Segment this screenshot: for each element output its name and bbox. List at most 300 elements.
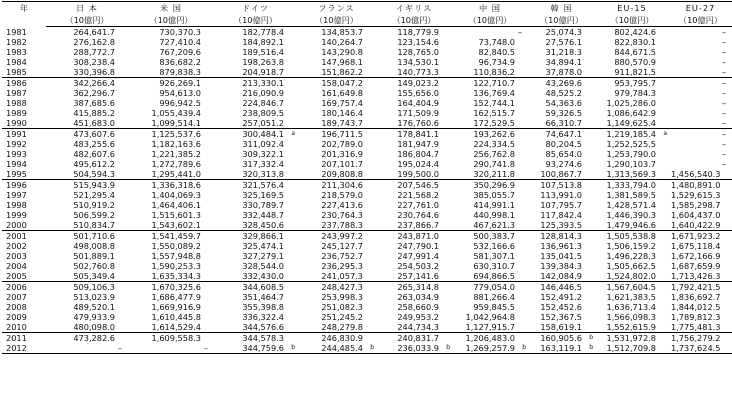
value-cell (214, 190, 297, 200)
year-cell: 2000 (6, 220, 27, 230)
value-cell (46, 98, 128, 108)
value-text: 300,484.1 (242, 129, 284, 139)
value-cell (214, 333, 297, 344)
value-text: 350,296.9 (473, 180, 515, 190)
value-cell (595, 37, 669, 47)
value-text: 844,671.5 (614, 47, 656, 57)
value-text: 482,607.6 (73, 149, 115, 159)
value-cell (669, 129, 732, 140)
value-cell (46, 322, 128, 333)
value-cell (297, 251, 376, 261)
value-text: 510,919.2 (73, 200, 115, 210)
value-text: 176,760.6 (397, 118, 439, 128)
value-cell (669, 251, 732, 261)
value-cell (46, 37, 128, 47)
value-cell (46, 47, 128, 57)
value-cell (595, 333, 669, 344)
value-cell (46, 118, 128, 129)
value-cell (669, 292, 732, 302)
value-text: 1,272,789.6 (151, 159, 201, 169)
value-cell (214, 282, 297, 293)
value-text: 344,576.6 (242, 322, 284, 332)
value-cell (669, 271, 732, 282)
value-text: 134,530.1 (397, 57, 439, 67)
value-cell (528, 333, 595, 344)
value-text: 1,253,790.0 (606, 149, 656, 159)
value-cell (452, 261, 528, 271)
value-cell (128, 261, 214, 271)
table-header (2, 2, 732, 27)
value-cell (528, 190, 595, 200)
value-text: 473,282.6 (73, 333, 115, 343)
value-cell (297, 333, 376, 344)
year-cell: 1983 (6, 47, 27, 57)
value-text: 201,316.9 (321, 149, 363, 159)
value-cell (376, 292, 452, 302)
value-cell (297, 118, 376, 129)
value-cell (128, 231, 214, 242)
value-text: 253,998.3 (321, 292, 363, 302)
value-cell (46, 312, 128, 322)
value-cell (595, 241, 669, 251)
year-cell: 2007 (6, 292, 27, 302)
value-text: 25,074.3 (545, 27, 582, 37)
value-cell (669, 88, 732, 98)
value-cell (214, 98, 297, 108)
value-text: 513,023.9 (73, 292, 115, 302)
value-cell (528, 118, 595, 129)
table-row (2, 210, 732, 220)
value-text: 48,525.2 (545, 88, 582, 98)
value-text: 1,670,325.6 (151, 282, 201, 292)
value-cell (376, 210, 452, 220)
value-text: – (721, 118, 726, 128)
value-cell (297, 67, 376, 78)
value-text: 498,008.8 (73, 241, 115, 251)
value-cell (214, 88, 297, 98)
value-text: 1,252,525.5 (606, 139, 656, 149)
value-text: 505,349.4 (73, 271, 115, 281)
table-row (2, 282, 732, 293)
value-cell (595, 180, 669, 191)
value-cell (46, 292, 128, 302)
value-cell (376, 67, 452, 78)
value-cell (528, 180, 595, 191)
value-text: 195,024.4 (397, 159, 439, 169)
value-text: 328,544.0 (242, 261, 284, 271)
value-cell (452, 292, 528, 302)
table-row (2, 47, 732, 57)
value-text: 1,381,589.5 (606, 190, 656, 200)
value-text: 1,099,514.1 (151, 118, 201, 128)
value-cell (376, 333, 452, 344)
footnote-marker: a (663, 130, 667, 137)
year-cell: 1998 (6, 200, 27, 210)
value-text: 80,204.5 (545, 139, 582, 149)
value-text: 1,557,948.8 (151, 251, 201, 261)
footnote-marker: b (370, 344, 374, 351)
year-cell: 2001 (2, 231, 46, 242)
value-text: 31,218.3 (545, 47, 582, 57)
value-text: – (721, 129, 726, 139)
year-cell: 1987 (6, 88, 27, 98)
value-text: 1,566,098.3 (606, 312, 656, 322)
value-cell (669, 108, 732, 118)
value-cell (46, 302, 128, 312)
col-header-usa: 米 国 (160, 3, 182, 13)
value-text: 107,795.7 (540, 200, 582, 210)
value-text: 247,991.4 (397, 251, 439, 261)
table-row (2, 251, 732, 261)
value-cell (128, 159, 214, 169)
value-text: 117,842.4 (540, 210, 582, 220)
value-cell (46, 57, 128, 67)
value-cell (46, 231, 128, 242)
value-text: 1,125,537.6 (151, 129, 201, 139)
value-cell (376, 261, 452, 271)
value-text: 510,834.7 (73, 220, 115, 230)
value-cell (452, 169, 528, 180)
value-text: – (721, 47, 726, 57)
table-body (2, 27, 732, 354)
value-cell (452, 210, 528, 220)
value-text: 1,671,923.2 (671, 231, 721, 241)
value-cell (528, 67, 595, 78)
value-text: 414,991.1 (473, 200, 515, 210)
year-cell: 1992 (6, 139, 27, 149)
value-text: 152,491.2 (540, 292, 582, 302)
value-text: 238,809.5 (242, 108, 284, 118)
value-text: 1,295,441.0 (151, 169, 201, 179)
value-text: 254,503.2 (397, 261, 439, 271)
value-text: 123,154.6 (397, 37, 439, 47)
value-text: 1,206,483.0 (465, 333, 515, 343)
col-header-germany: ドイツ (241, 3, 270, 13)
value-cell (528, 282, 595, 293)
unit-label: （10億円） (669, 14, 732, 27)
value-text: 251,245.2 (321, 312, 363, 322)
value-text: 880,570.9 (614, 57, 656, 67)
value-cell (452, 333, 528, 344)
value-cell (128, 67, 214, 78)
value-text: 320,211.8 (473, 169, 515, 179)
value-text: 1,529,615.3 (671, 190, 721, 200)
value-cell (595, 200, 669, 210)
value-text: 163,119.1 (540, 343, 582, 353)
value-text: 881,266.4 (473, 292, 515, 302)
value-text: 172,529.5 (473, 118, 515, 128)
value-cell (297, 139, 376, 149)
value-text: 128,814.3 (540, 231, 582, 241)
value-text: 1,446,390.3 (606, 210, 656, 220)
value-text: 241,057.3 (321, 271, 363, 281)
value-cell (297, 27, 376, 38)
value-cell (452, 57, 528, 67)
value-cell (376, 343, 452, 354)
value-cell (595, 159, 669, 169)
value-cell (128, 98, 214, 108)
value-text: 1,543,602.1 (151, 220, 201, 230)
value-text: – (721, 88, 726, 98)
value-text: 501,710.6 (73, 231, 115, 241)
value-text: 85,654.0 (545, 149, 582, 159)
value-cell (669, 322, 732, 333)
value-cell (128, 169, 214, 180)
value-cell (46, 210, 128, 220)
value-text: 257,051.2 (242, 118, 284, 128)
value-cell (376, 98, 452, 108)
value-text: 107,513.8 (540, 180, 582, 190)
value-text: 181,947.9 (397, 139, 439, 149)
value-cell (669, 57, 732, 67)
value-text: – (203, 343, 208, 353)
value-text: 344,578.3 (242, 333, 284, 343)
value-cell (452, 27, 528, 38)
col-header-france: フランス (318, 3, 355, 13)
value-cell (528, 231, 595, 242)
value-cell (528, 200, 595, 210)
value-cell (452, 47, 528, 57)
year-header: 年 (19, 3, 29, 13)
table-row (2, 169, 732, 180)
value-text: 155,656.0 (397, 88, 439, 98)
value-cell (452, 190, 528, 200)
value-text: 355,398.8 (242, 302, 284, 312)
value-text: 344,759.6 (242, 343, 284, 353)
value-text: 1,505,538.8 (606, 231, 656, 241)
value-text: 264,641.7 (73, 27, 115, 37)
value-cell (528, 302, 595, 312)
value-text: 256,762.8 (473, 149, 515, 159)
value-cell (214, 27, 297, 38)
value-text: 202,789.0 (321, 139, 363, 149)
value-text: 451,683.0 (73, 118, 115, 128)
value-text: 1,669,916.9 (151, 302, 201, 312)
value-text: 1,552,615.9 (606, 322, 656, 332)
value-cell (297, 57, 376, 67)
value-cell (297, 343, 376, 354)
year-cell: 1994 (6, 159, 27, 169)
footnote-marker: b (522, 344, 526, 351)
value-cell (595, 98, 669, 108)
year-cell: 1989 (6, 108, 27, 118)
value-text: 1,336,318.6 (151, 180, 201, 190)
value-text: 82,840.5 (478, 47, 515, 57)
value-cell (452, 37, 528, 47)
value-cell (297, 200, 376, 210)
value-cell (214, 149, 297, 159)
value-text: 193,262.6 (473, 129, 515, 139)
value-cell (297, 47, 376, 57)
value-text: 1,505,662.5 (606, 261, 656, 271)
value-text: 1,609,558.3 (151, 333, 201, 343)
footnote-marker: b (446, 344, 450, 351)
value-cell (595, 190, 669, 200)
value-cell (128, 180, 214, 191)
value-text: 1,541,459.7 (151, 231, 201, 241)
value-text: 182,778.4 (242, 27, 284, 37)
value-text: 320,313.8 (242, 169, 284, 179)
value-cell (46, 251, 128, 261)
unit-label: （10億円） (214, 14, 297, 27)
value-cell (452, 231, 528, 242)
value-text: 207,546.5 (397, 180, 439, 190)
value-cell (669, 118, 732, 129)
value-cell (528, 251, 595, 261)
value-text: – (721, 108, 726, 118)
value-text: 128,765.0 (397, 47, 439, 57)
value-text: – (721, 159, 726, 169)
value-text: 309,322.1 (242, 149, 284, 159)
value-text: 152,367.5 (540, 312, 582, 322)
value-cell (214, 169, 297, 180)
value-text: 118,779.9 (397, 27, 439, 37)
value-cell (528, 88, 595, 98)
value-text: 245,127.7 (321, 241, 363, 251)
value-text: 1,055,439.4 (151, 108, 201, 118)
value-cell (128, 37, 214, 47)
year-cell: 1985 (6, 67, 27, 77)
value-text: – (721, 27, 726, 37)
value-cell (376, 57, 452, 67)
value-cell (128, 220, 214, 231)
value-text: 161,649.8 (321, 88, 363, 98)
data-table (2, 1, 732, 354)
value-text: 344,608.5 (242, 282, 284, 292)
table-row (2, 322, 732, 333)
value-text: 329,866.1 (242, 231, 284, 241)
value-text: 189,743.7 (321, 118, 363, 128)
value-text: 1,672,166.9 (671, 251, 721, 261)
year-cell: 1995 (6, 169, 27, 179)
value-text: 110,836.2 (473, 67, 515, 77)
value-cell (452, 343, 528, 354)
value-text: 1,789,812.3 (671, 312, 721, 322)
value-cell (376, 149, 452, 159)
value-text: 1,313,569.3 (606, 169, 656, 179)
value-text: 1,086,642.9 (606, 108, 656, 118)
value-text: – (721, 67, 726, 77)
value-cell (297, 322, 376, 333)
value-text: 227,761.0 (397, 200, 439, 210)
value-cell (595, 47, 669, 57)
value-text: 246,830.9 (321, 333, 363, 343)
footnote-marker: b (589, 344, 593, 351)
value-cell (46, 333, 128, 344)
value-text: 236,752.7 (321, 251, 363, 261)
value-cell (46, 78, 128, 89)
value-cell (46, 169, 128, 180)
value-text: 504,594.3 (73, 169, 115, 179)
value-text: 244,734.3 (397, 322, 439, 332)
value-text: 1,025,286.0 (606, 98, 656, 108)
value-cell (669, 190, 732, 200)
value-cell (128, 88, 214, 98)
value-text: 489,520.1 (73, 302, 115, 312)
value-cell (669, 67, 732, 78)
value-text: 207,101.7 (321, 159, 363, 169)
value-cell (376, 78, 452, 89)
value-text: 43,269.6 (545, 78, 582, 88)
value-cell (528, 210, 595, 220)
value-text: 143,290.8 (321, 47, 363, 57)
value-text: 1,464,406.1 (151, 200, 201, 210)
value-cell (46, 220, 128, 231)
value-text: 911,821.5 (614, 67, 656, 77)
col-header-japan: 日 本 (76, 3, 98, 13)
value-text: 257,141.6 (397, 271, 439, 281)
value-cell (669, 261, 732, 271)
table-row (2, 108, 732, 118)
value-text: – (721, 57, 726, 67)
value-cell (128, 190, 214, 200)
value-cell (128, 57, 214, 67)
value-text: 1,219,185.4 (606, 129, 656, 139)
value-cell (595, 27, 669, 38)
table-row (2, 67, 732, 78)
value-cell (669, 302, 732, 312)
value-cell (297, 210, 376, 220)
table-row (2, 261, 732, 271)
value-text: 152,744.1 (473, 98, 515, 108)
value-text: 149,023.2 (397, 78, 439, 88)
value-text: 276,162.8 (73, 37, 115, 47)
table-row (2, 302, 732, 312)
col-header-uk: イギリス (395, 3, 433, 13)
value-cell (376, 27, 452, 38)
col-header-china: 中 国 (479, 3, 501, 13)
value-cell (128, 333, 214, 344)
unit-label: （10億円） (376, 14, 452, 27)
value-cell (214, 180, 297, 191)
value-text: 501,889.1 (73, 251, 115, 261)
value-text: 336,322.4 (242, 312, 284, 322)
value-cell (46, 282, 128, 293)
year-cell: 1996 (2, 180, 46, 191)
value-cell (297, 190, 376, 200)
value-text: 263,034.9 (397, 292, 439, 302)
value-cell (595, 312, 669, 322)
value-cell (128, 118, 214, 129)
value-cell (669, 200, 732, 210)
value-cell (297, 292, 376, 302)
value-text: 196,711.5 (321, 129, 363, 139)
value-cell (669, 231, 732, 242)
value-text: 184,892.1 (242, 37, 284, 47)
year-cell: 2002 (6, 241, 27, 251)
value-cell (214, 231, 297, 242)
header-row-units (2, 14, 732, 27)
value-text: 1,585,298.7 (671, 200, 721, 210)
value-text: 730,370.3 (159, 27, 201, 37)
value-cell (669, 37, 732, 47)
value-text: 467,621.3 (473, 220, 515, 230)
value-cell (128, 241, 214, 251)
value-cell (528, 57, 595, 67)
value-text: 1,687,659.9 (671, 261, 721, 271)
value-cell (595, 292, 669, 302)
value-cell (128, 343, 214, 354)
year-cell: 1981 (6, 26, 27, 37)
value-cell (214, 271, 297, 282)
unit-label: （10億円） (452, 14, 528, 27)
value-cell (376, 251, 452, 261)
value-cell (376, 169, 452, 180)
value-cell (46, 180, 128, 191)
value-cell (297, 98, 376, 108)
unit-label: （10億円） (528, 14, 595, 27)
value-text: 1,479,946.6 (606, 220, 656, 230)
